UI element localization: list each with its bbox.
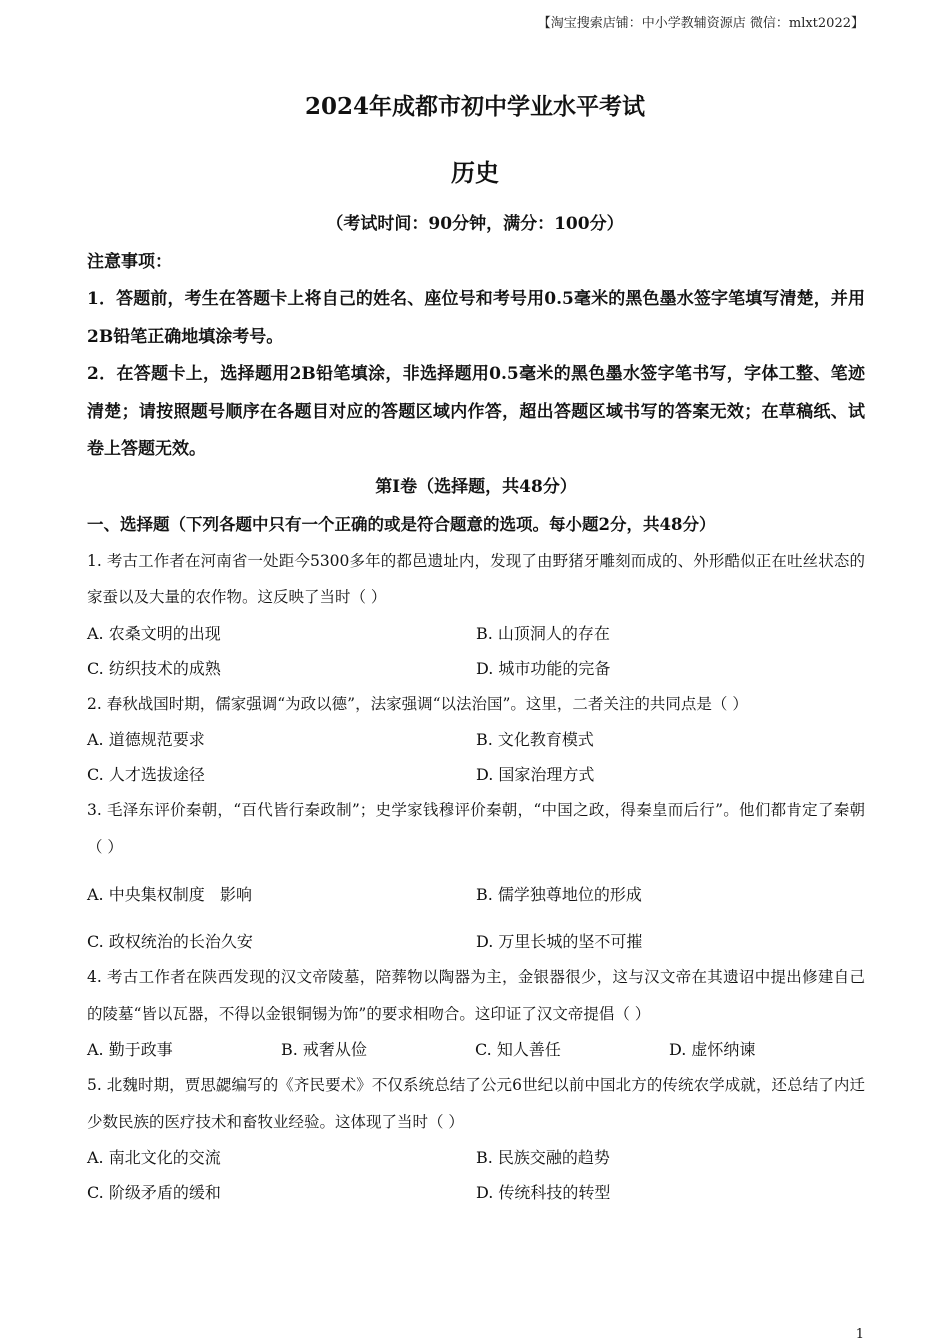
notice-item: 2．在答题卡上，选择题用2B铅笔填涂，非选择题用0.5毫米的黑色墨水签字笔书写，字体工整、笔迹清楚；请按照题号顺序在各题目对应的答题区域内作答，超出答题区域书写的答案无效；在草稿纸、试卷上答题无效。 — [87, 364, 865, 459]
option: B. 戒奢从俭 — [281, 1040, 367, 1059]
option: D. 虚怀纳谏 — [669, 1040, 756, 1059]
exam-info: （考试时间：90分钟，满分：100分） — [326, 214, 624, 234]
option: C. 人才选拔途径 — [87, 765, 205, 784]
question-stem: 1. 考古工作者在河南省一处距今5300多年的都邑遗址内，发现了由野猪牙雕刻而成的、外形酷似正在吐丝状态的家蚕以及大量的农作物。这反映了当时（ ） — [87, 551, 865, 606]
exam-body — [87, 244, 865, 1210]
option-row — [87, 651, 865, 686]
option: D. 国家治理方式 — [476, 765, 595, 784]
option: B. 儒学独尊地位的形成 — [476, 885, 642, 904]
option: C. 知人善任 — [475, 1040, 561, 1059]
question-stem: 2. 春秋战国时期，儒家强调“为政以德”，法家强调“以法治国”。这里，二者关注的共同点是（ ） — [87, 694, 748, 713]
option: A. 勤于政事 — [87, 1040, 173, 1059]
question-stem: 5. 北魏时期，贾思勰编写的《齐民要术》不仅系统总结了公元6世纪以前中国北方的传统农学成就，还总结了内迁少数民族的医疗技术和畜牧业经验。这体现了当时（ ） — [87, 1076, 865, 1131]
option: C. 纺织技术的成熟 — [87, 658, 221, 678]
exam-title: 2024年成都市初中学业水平考试 — [304, 93, 645, 120]
option: A. 道德规范要求 — [87, 730, 205, 749]
subject-title: 历史 — [451, 158, 499, 187]
option: A. 中央集权制度 影响 — [87, 885, 252, 904]
option: B. 民族交融的趋势 — [476, 1148, 610, 1167]
question-stem: 3. 毛泽东评价秦朝，“百代皆行秦政制”；史学家钱穆评价秦朝，“中国之政，得秦皇而后行”。他们都肯定了秦朝（ ） — [87, 801, 865, 856]
option-row — [87, 1175, 865, 1210]
option-row — [87, 924, 865, 959]
option: A. 南北文化的交流 — [87, 1148, 221, 1167]
section-title: 第Ⅰ卷（选择题，共48分） — [375, 476, 577, 497]
part-title: 一、选择题（下列各题中只有一个正确的或是符合题意的选项。每小题2分，共48分） — [87, 514, 716, 534]
option: B. 山顶洞人的存在 — [476, 623, 610, 643]
option: D. 万里长城的坚不可摧 — [476, 932, 643, 951]
option: C. 政权统治的长治久安 — [87, 932, 253, 951]
option-row — [87, 1140, 865, 1175]
option-row — [87, 757, 865, 792]
option-row — [87, 722, 865, 757]
option: D. 城市功能的完备 — [476, 658, 611, 678]
notice-heading: 注意事项： — [87, 252, 172, 272]
notice-item: 1．答题前，考生在答题卡上将自己的姓名、座位号和考号用0.5毫米的黑色墨水签字笔填写清楚，并用2B铅笔正确地填涂考号。 — [87, 289, 865, 347]
option-row — [87, 877, 865, 912]
option: C. 阶级矛盾的缓和 — [87, 1183, 221, 1202]
option-row — [87, 1032, 865, 1067]
option: D. 传统科技的转型 — [476, 1183, 611, 1202]
header-note: 【淘宝搜索店铺：中小学教辅资源店 微信：mlxt2022】 — [537, 16, 864, 31]
option: B. 文化教育模式 — [476, 730, 594, 749]
page-number: 1 — [855, 1327, 864, 1342]
question-stem: 4. 考古工作者在陕西发现的汉文帝陵墓，陪葬物以陶器为主，金银器很少，这与汉文帝在其遗诏中提出修建自己的陵墓“皆以瓦器，不得以金银铜锡为饰”的要求相吻合。这印证了汉文帝提倡（ ） — [87, 968, 865, 1023]
option-row — [87, 616, 865, 651]
option: A. 农桑文明的出现 — [87, 623, 221, 643]
